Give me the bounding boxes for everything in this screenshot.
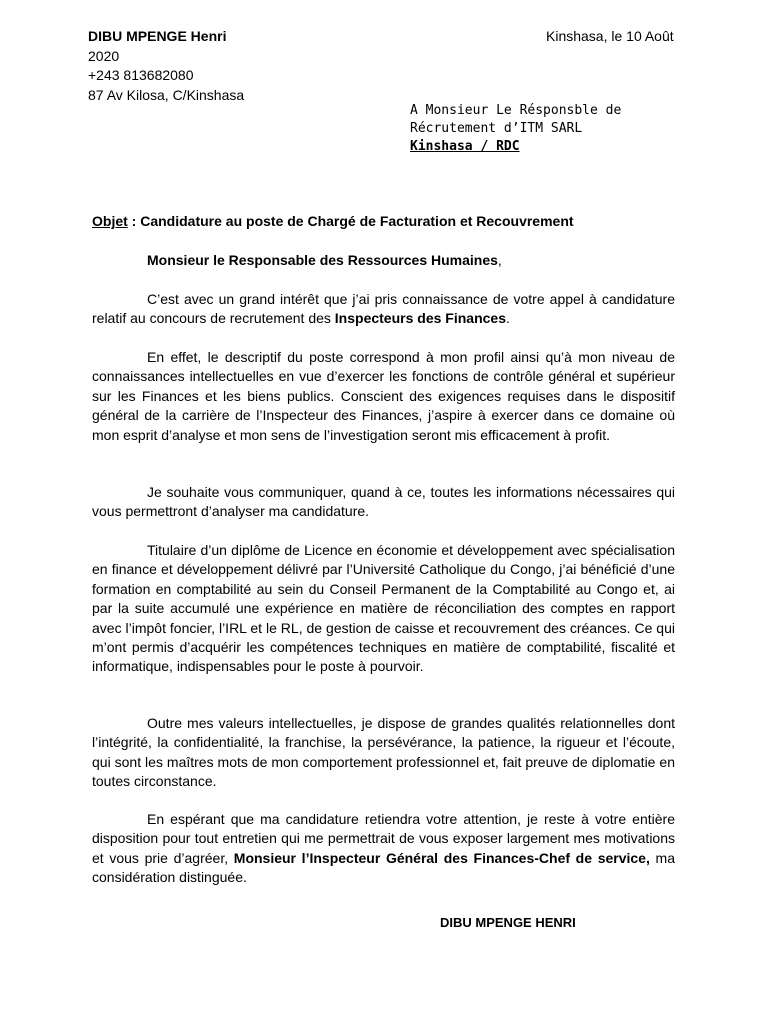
paragraph-5: Outre mes valeurs intellectuelles, je dispose de grandes qualités relationnelles dont l’intégrité, la confidentialité, la franchise, la persévérance, la patience, la rigueur et l’écoute, qui sont les maîtres mots de mon comportement professionnel et, fait preuve de diplomatie en toutes circonstance.	[92, 715, 675, 790]
recipient-line-3: Kinshasa / RDC	[410, 139, 520, 154]
recipient-line-2: Récrutement d’ITM SARL	[410, 121, 583, 136]
letter-date: Kinshasa, le 10 Août	[546, 28, 674, 44]
sender-phone: +243 813682080	[88, 67, 194, 83]
paragraph-2: En effet, le descriptif du poste correspond à mon profil ainsi qu’à mon niveau de connaissances intellectuelles en vue d’exercer les fonctions de contrôle général et supérieur sur les Finances et les biens publics. Conscient des exigences requises dans le dispositif général de la carrière de l’Inspecteur des Finances, j’aspire à exercer dans ce domaine où mon esprit d’analyse et mon sens de l’investigation seront mis efficacement à profit.	[92, 349, 675, 443]
paragraph-6-text: En espérant que ma candidature retiendra votre attention, je reste à votre entière disposition pour tout entretien qui me permettrait de vous exposer largement mes motivations et vous prie d’agréer,	[92, 811, 675, 866]
signature: DIBU MPENGE HENRI	[440, 915, 576, 930]
subject-label: Objet	[92, 213, 128, 229]
paragraph-6	[92, 810, 675, 888]
salutation-text: Monsieur le Responsable des Ressources Humaines	[147, 252, 498, 268]
sender-year: 2020	[88, 47, 120, 64]
paragraph-1-bold: Inspecteurs des Finances	[334, 310, 506, 327]
paragraph-4: Titulaire d’un diplôme de Licence en économie et développement avec spécialisation en finance et développement délivré par l’Université Catholique du Congo, j’ai bénéficié d’une formation en comptabilité au sein du Conseil Permanent de la Comptabilité au Congo et, ai par la suite accumulé une expérience en matière de réconciliation des comptes en rapport avec l’impôt foncier, l’IRL et le RL, de gestion de caisse et recouvrement des créances. Ce qui m’ont permis d’acquérir les compétences techniques en matière de comptabilité, fiscalité et informatique, indispensables pour le poste à pourvoir.	[92, 542, 675, 675]
paragraph-6-tail: ma considération distinguée.	[92, 849, 675, 886]
paragraph-3: Je souhaite vous communiquer, quand à ce, toutes les informations nécessaires qui vous permettront d’analyser ma candidature.	[92, 484, 675, 520]
paragraph-6-bold: Monsieur l’Inspecteur Général des Finances-Chef de service,	[233, 849, 650, 866]
salutation	[147, 252, 502, 268]
sender-block	[88, 27, 244, 105]
subject-line	[92, 213, 574, 229]
recipient-block	[410, 102, 621, 156]
paragraph-1	[92, 290, 675, 329]
recipient-line-1: A Monsieur Le Résponsble de	[410, 103, 622, 118]
salutation-comma: ,	[497, 252, 502, 268]
paragraph-1-text: C’est avec un grand intérêt que j’ai pris connaissance de votre appel à candidature relatif au concours de recrutement des	[92, 291, 675, 327]
sender-address: 87 Av Kilosa, C/Kinshasa	[88, 86, 245, 103]
paragraph-1-tail: .	[505, 310, 510, 327]
subject-text: : Candidature au poste de Chargé de Facturation et Recouvrement	[127, 213, 574, 229]
sender-name: DIBU MPENGE Henri	[88, 28, 227, 44]
